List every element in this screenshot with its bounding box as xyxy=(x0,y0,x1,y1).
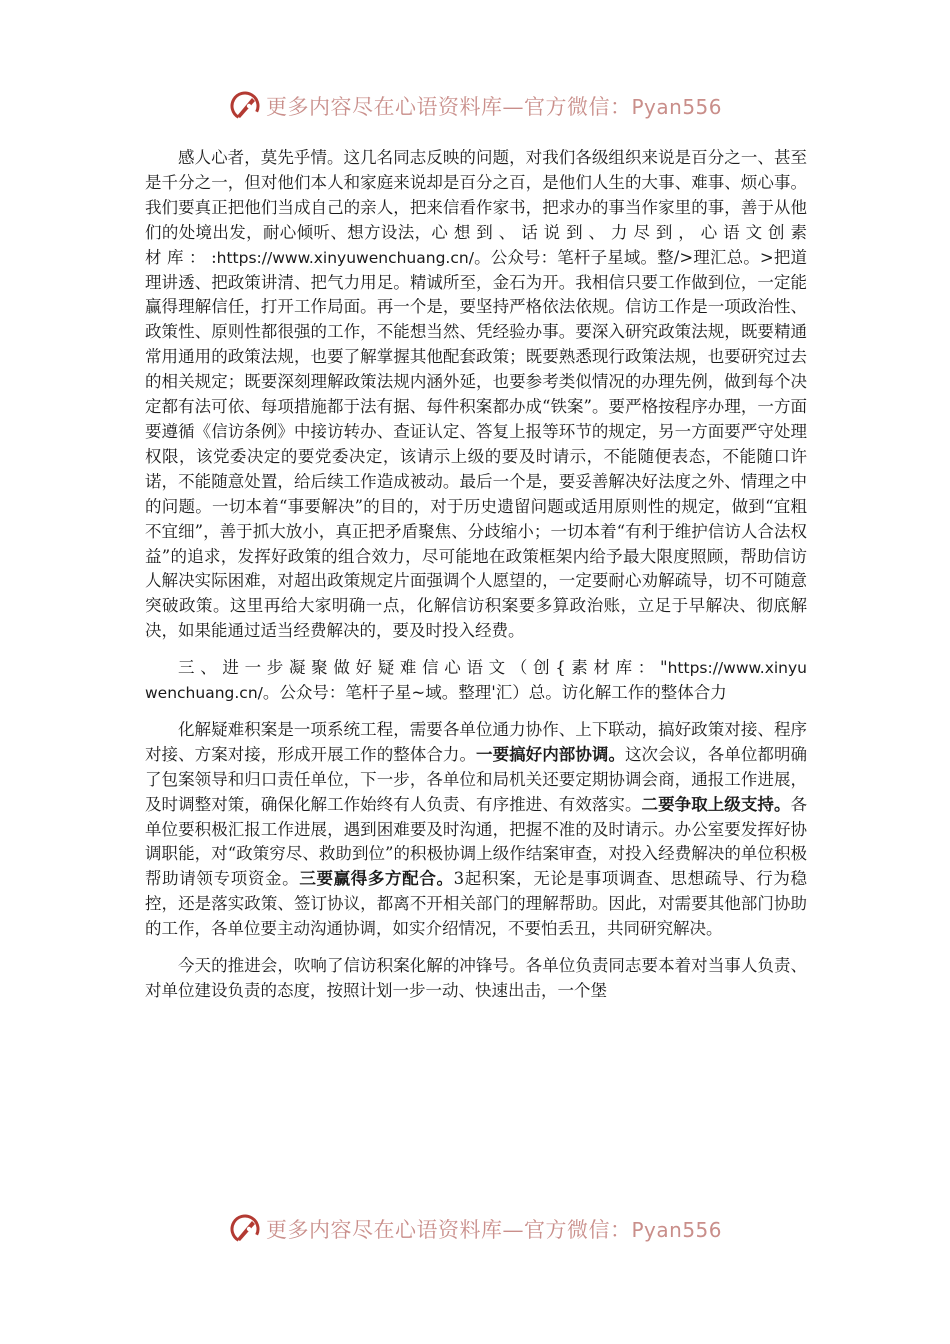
document-body xyxy=(145,146,807,1016)
text-segment: 三 、 进 一 步 凝 聚 做 好 疑 难 信 心 语 文 （ 创 { 素 材 库 ： " xyxy=(178,658,668,678)
wechat-id: Pyan556 xyxy=(631,1218,722,1242)
banner-text: 更多内容尽在心语资料库—官方微信：Pyan556 xyxy=(265,95,722,119)
text-segment: 化解疑难积案是一项系统工程，需要各单位通力协作、上下联动，搞好政策对接、程序对接、方案对接，形成开展工作的整体合力。 xyxy=(145,719,807,764)
bold-lead-phrase: 一要搞好内部协调。 xyxy=(476,744,625,764)
text-segment: 。公众号：笔杆子星~域。整理'汇）总。访化解工作的整体合力 xyxy=(262,683,727,703)
bold-lead-phrase: 三要赢得多方配合。 xyxy=(299,869,454,889)
header-banner xyxy=(0,86,950,126)
paragraph-2 xyxy=(145,718,807,942)
footer-banner xyxy=(0,1209,950,1249)
text-segment: 3起积案，无论是事项调查、思想疏导、行为稳控，还是落实政策、签订协议，都离不开相关部门的理解帮助。因此，对需要其他部门协助的工作，各单位要主动沟通协调，如实介绍情况，不要怕丢丑，共同研究解决。 xyxy=(145,869,808,939)
text-segment: 这次会议，各单位都明确了包案领导和归口责任单位，下一步，各单位和局机关还要定期协调会商，通报工作进展，及时调整对策，确保化解工作始终有人负责、有序推进、有效落实。 xyxy=(145,744,808,814)
text-segment: 。公众号：笔杆子星域。整/>理汇总。>把道理讲透、把政策讲清、把气力用足。精诚所至，金石为开。我相信只要工作做到位，一定能赢得理解信任，打开工作局面。再一个是，要坚持严格依法依规。信访工作是一项政治性、政策性、原则性都很强的工作，不能想当然、凭经验办事。要深入研究政策法规，既要精通常用通用的政策法规，也要了解掌握其他配套政策；既要熟悉现行政策法规，也要研究过去的相关规定；既要深刻理解政策法规内涵外延，也要参考类似情况的办理先例，做到每个决定都有法可依、每项措施都于法有据、每件积案都办成“铁案”。要严格按程序办理，一方面要遵循《信访条例》中接访转办、查证认定、答复上报等环节的规定，另一方面要严守处理权限，该党委决定的要党委决定，该请示上级的要及时请示，不能随便表态，不能随口许诺，不能随意处置，给后续工作造成被动。最后一个是，要妥善解决好法度之外、情理之中的问题。一切本着“事要解决”的目的，对于历史遗留问题或适用原则性的规定，做到“宜粗不宜细”，善于抓大放小，真正把矛盾聚焦、分歧缩小；一切本着“有利于维护信访人合法权益”的追求，发挥好政策的组合效力，尽可能地在政策框架内给予最大限度照顾，帮助信访人解决实际困难，对超出政策规定片面强调个人愿望的，一定要耐心劝解疏导，切不可随意突破政策。这里再给大家明确一点，化解信访积案要多算政治账，立足于早解决、彻底解决，如果能通过适当经费解决的，要及时投入经费。 xyxy=(145,247,807,641)
text-segment: 今天的推进会，吹响了信访积案化解的冲锋号。各单位负责同志要本着对当事人负责、对单位建设负责的态度，按照计划一步一动、快速出击，一个堡 xyxy=(145,956,807,1000)
url-text: https://www.xinyuwenchuang.cn/ xyxy=(145,659,807,703)
banner-text: 更多内容尽在心语资料库—官方微信：Pyan556 xyxy=(265,1218,722,1242)
bold-lead-phrase: 二要争取上级支持。 xyxy=(641,794,791,814)
text-segment: 各单位要积极汇报工作进展，遇到困难要及时沟通，把握不准的及时请示。办公室要发挥好协调职能，对“政策穷尽、救助到位”的积极协调上级作结案审查，对投入经费解决的单位积极帮助请领专项资金。 xyxy=(145,794,808,889)
pen-circle-logo-icon xyxy=(228,1212,262,1246)
url-text: https://www.xinyuwenchuang.cn/ xyxy=(216,248,474,267)
wechat-id: Pyan556 xyxy=(631,95,722,119)
paragraph-1 xyxy=(145,146,807,644)
section-heading-3 xyxy=(145,656,807,706)
text-segment: 感人心者，莫先乎情。这几名同志反映的问题，对我们各级组织来说是百分之一、甚至是千分之一，但对他们本人和家庭来说却是百分之百，是他们人生的大事、难事、烦心事。我们要真正把他们当成自己的亲人，把来信看作家书，把求办的事当作家里的事，善于从他们的处境出发，耐心倾听、想方设法，心 想 到 、 话 说 到 、 力 尽 到 ， 心 语 文 创 素 材 库 ： : xyxy=(145,148,807,267)
paragraph-3 xyxy=(145,954,807,1004)
pen-circle-logo-icon xyxy=(228,89,262,123)
